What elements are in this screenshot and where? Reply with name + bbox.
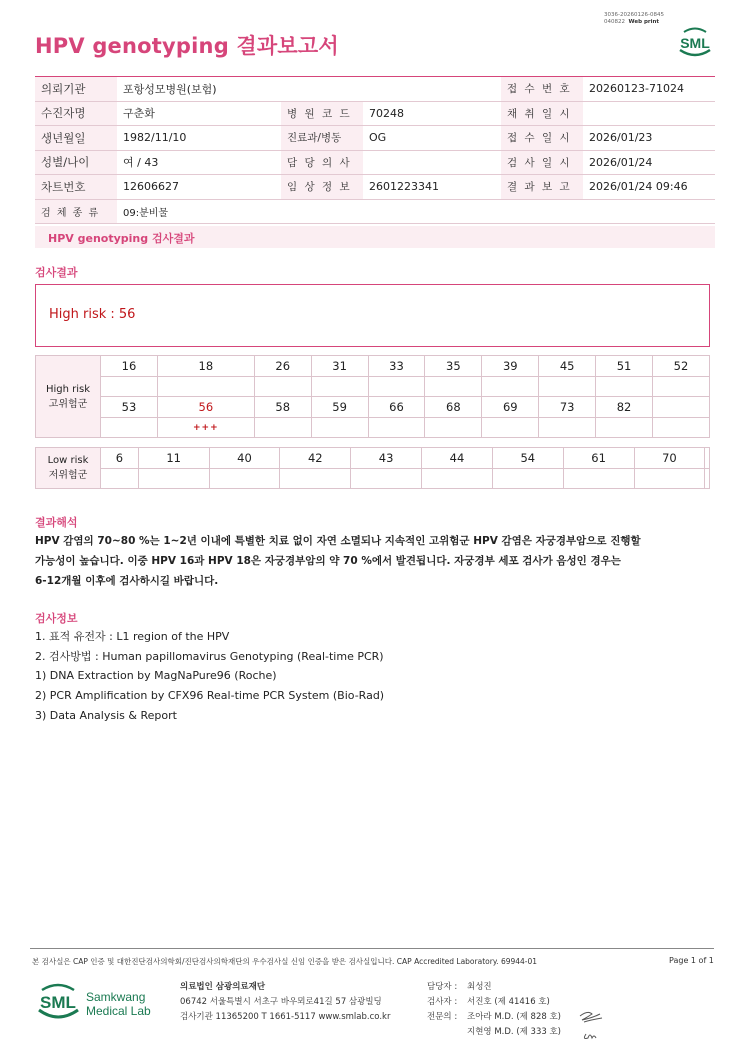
test-info-line: 2) PCR Amplification by CFX96 Real-time PCR System (Bio-Rad) [35, 689, 385, 703]
genotype-cell: 73 [539, 397, 596, 418]
genotype-cell [652, 397, 709, 418]
genotype-cell: 42 [280, 448, 351, 469]
org-address: 06742 서울특별시 서초구 바우뫼로41길 57 삼광빌딩 [180, 997, 382, 1007]
genotype-result [596, 377, 653, 397]
genotype-result [254, 377, 311, 397]
staff-role: 담당자 : [427, 982, 458, 992]
section-title: HPV genotyping 검사결과 [48, 232, 195, 245]
sml-footer-logo-icon [36, 980, 156, 1030]
footer-org [180, 980, 390, 1025]
info-label: 의뢰기관 [35, 77, 117, 102]
genotype-cell: 51 [596, 356, 653, 377]
info-label: 임 상 정 보 [281, 175, 363, 200]
genotype-result [492, 469, 563, 489]
genotype-cell: 39 [482, 356, 539, 377]
genotype-result [311, 418, 368, 438]
info-label: 진료과/병동 [281, 126, 363, 151]
test-info-line: 1) DNA Extraction by MagNaPure96 (Roche) [35, 669, 277, 683]
info-value: 2601223341 [363, 175, 501, 200]
high-risk-label-ko: 고위험군 [48, 398, 88, 410]
info-row [35, 101, 715, 126]
print-info [604, 12, 664, 26]
footer-logo-line2: Medical Lab [86, 1004, 151, 1018]
test-info-line: 2. 검사방법 : Human papillomavirus Genotyping (Real-time PCR) [35, 649, 384, 663]
genotype-cell: 26 [254, 356, 311, 377]
result-summary: High risk : 56 [49, 307, 136, 322]
interpretation-line: HPV 감염의 70~80 %는 1~2년 이내에 특별한 치료 없이 자연 소멸되나 지속적인 고위험군 HPV 감염은 자궁경부암으로 진행할 [35, 535, 641, 547]
high-risk-label-en: High risk [45, 383, 91, 395]
genotype-result [634, 469, 705, 489]
genotype-cell: 18 [157, 356, 254, 377]
interpretation-line: 가능성이 높습니다. 이중 HPV 16과 HPV 18은 자궁경부암의 약 70 %에서 발견됩니다. 자궁경부 세포 검사가 음성인 경우는 [35, 555, 621, 567]
info-value: 70248 [363, 101, 501, 126]
genotype-result [482, 418, 539, 438]
genotype-cell: 33 [368, 356, 425, 377]
genotype-result-positive: +++ [157, 418, 254, 438]
genotype-result [351, 469, 422, 489]
info-row [35, 199, 715, 224]
print-id: 040822 [604, 19, 625, 25]
genotype-cell: 82 [596, 397, 653, 418]
info-row [35, 77, 715, 102]
section-title-bar [35, 226, 715, 248]
genotype-cell: 53 [101, 397, 158, 418]
genotype-cell: 11 [138, 448, 209, 469]
genotype-result [425, 377, 482, 397]
genotype-cell: 59 [311, 397, 368, 418]
footer-divider [30, 948, 714, 949]
result-heading: 검사결과 [35, 266, 78, 279]
info-value: 2026/01/24 [583, 150, 715, 175]
info-value: 2026/01/24 09:46 [583, 175, 715, 200]
genotype-cell: 43 [351, 448, 422, 469]
footer-logo [36, 980, 156, 1030]
staff-name: 조아라 M.D. (제 828 호) [467, 1012, 562, 1022]
genotype-result [254, 418, 311, 438]
print-label: Web print [628, 19, 660, 25]
info-row [35, 150, 715, 175]
info-label: 검 사 일 시 [501, 150, 583, 175]
info-label: 접 수 번 호 [501, 77, 583, 102]
genotype-cell: 61 [563, 448, 634, 469]
genotype-cell: 6 [101, 448, 139, 469]
info-value: 1982/11/10 [117, 126, 281, 151]
info-row [35, 175, 715, 200]
info-value [583, 101, 715, 126]
page-number: Page 1 of 1 [669, 956, 714, 965]
info-label: 생년월일 [35, 126, 117, 151]
genotype-result [280, 469, 351, 489]
staff-role: 검사자 : [427, 997, 458, 1007]
info-value: 20260123-71024 [583, 77, 715, 102]
patient-info-table [35, 76, 715, 224]
staff-name: 서진호 (제 41416 호) [467, 997, 550, 1007]
genotype-result [482, 377, 539, 397]
test-info-line: 3) Data Analysis & Report [35, 708, 177, 722]
genotype-cell: 52 [652, 356, 709, 377]
interpretation-line: 6-12개월 이후에 검사하시길 바랍니다. [35, 575, 219, 587]
interpretation-text [35, 531, 641, 591]
genotype-cell-positive: 56 [157, 397, 254, 418]
low-risk-label-en: Low risk [47, 455, 89, 466]
test-info-list [35, 627, 384, 726]
genotype-cell: 16 [101, 356, 158, 377]
genotype-cell: 69 [482, 397, 539, 418]
test-info-line: 1. 표적 유전자 : L1 region of the HPV [35, 630, 230, 643]
info-label: 결 과 보 고 [501, 175, 583, 200]
genotype-cell: 54 [492, 448, 563, 469]
info-label: 접 수 일 시 [501, 126, 583, 151]
genotype-result [422, 469, 493, 489]
info-row [35, 126, 715, 151]
genotype-cell: 45 [539, 356, 596, 377]
footer-logo-text: SML [40, 993, 76, 1012]
info-value: 2026/01/23 [583, 126, 715, 151]
sml-logo [676, 26, 714, 64]
genotype-cell: 40 [209, 448, 280, 469]
footer-staff [427, 980, 561, 1040]
info-value: 12606627 [117, 175, 281, 200]
info-label: 검 체 종 류 [35, 199, 117, 224]
genotype-cell: 66 [368, 397, 425, 418]
info-value [363, 150, 501, 175]
low-risk-label [36, 448, 101, 489]
accreditation-note: 본 검사실은 CAP 인증 및 대한진단검사의학회/진단검사의학재단의 우수검사실 신임 인증을 받은 검사실입니다. CAP Accredited Laboratory. 69944-01 [32, 957, 538, 966]
genotype-result [652, 377, 709, 397]
info-label: 수진자명 [35, 101, 117, 126]
genotype-cell: 44 [422, 448, 493, 469]
genotype-result [539, 418, 596, 438]
low-risk-grid [35, 447, 710, 489]
low-risk-label-ko: 저위험군 [48, 470, 88, 481]
genotype-result [101, 377, 158, 397]
info-label: 성별/나이 [35, 150, 117, 175]
info-value: OG [363, 126, 501, 151]
genotype-result [101, 469, 139, 489]
genotype-result [368, 418, 425, 438]
genotype-result [209, 469, 280, 489]
org-contact: 검사기관 11365200 T 1661-5117 www.smlab.co.kr [180, 1012, 391, 1022]
signatures [576, 1008, 610, 1048]
info-value: 구춘화 [117, 101, 281, 126]
genotype-cell [705, 448, 710, 469]
print-code: 3036-20260126-0845 [604, 12, 664, 18]
footer-logo-line1: Samkwang [86, 990, 146, 1004]
genotype-cell: 58 [254, 397, 311, 418]
genotype-cell: 68 [425, 397, 482, 418]
sml-logo-text: SML [680, 35, 710, 51]
staff-role: 전문의 : [427, 1012, 458, 1022]
test-info-heading: 검사정보 [35, 612, 78, 625]
info-label: 채 취 일 시 [501, 101, 583, 126]
genotype-result [311, 377, 368, 397]
genotype-result [563, 469, 634, 489]
info-value: 09:분비물 [117, 199, 715, 224]
genotype-result [596, 418, 653, 438]
result-summary-box [35, 284, 710, 347]
genotype-result [157, 377, 254, 397]
genotype-result [652, 418, 709, 438]
report-title: HPV genotyping 결과보고서 [35, 34, 339, 58]
signature-icon [576, 1008, 610, 1044]
staff-name: 지현영 M.D. (제 333 호) [467, 1027, 562, 1037]
genotype-result [138, 469, 209, 489]
genotype-result [705, 469, 710, 489]
genotype-result [539, 377, 596, 397]
genotype-cell: 31 [311, 356, 368, 377]
sml-logo-icon [676, 26, 714, 60]
genotype-cell: 35 [425, 356, 482, 377]
staff-name: 최성진 [467, 982, 492, 992]
high-risk-grid [35, 355, 710, 438]
info-value: 여 / 43 [117, 150, 281, 175]
info-label: 병 원 코 드 [281, 101, 363, 126]
genotype-result [368, 377, 425, 397]
genotype-result [101, 418, 158, 438]
info-label: 차트번호 [35, 175, 117, 200]
org-name: 의료법인 삼광의료재단 [180, 982, 266, 992]
info-label: 담 당 의 사 [281, 150, 363, 175]
genotype-result [425, 418, 482, 438]
genotype-cell: 70 [634, 448, 705, 469]
high-risk-label [36, 356, 101, 438]
info-value: 포항성모병원(보험) [117, 77, 501, 102]
interpretation-heading: 결과해석 [35, 516, 78, 529]
